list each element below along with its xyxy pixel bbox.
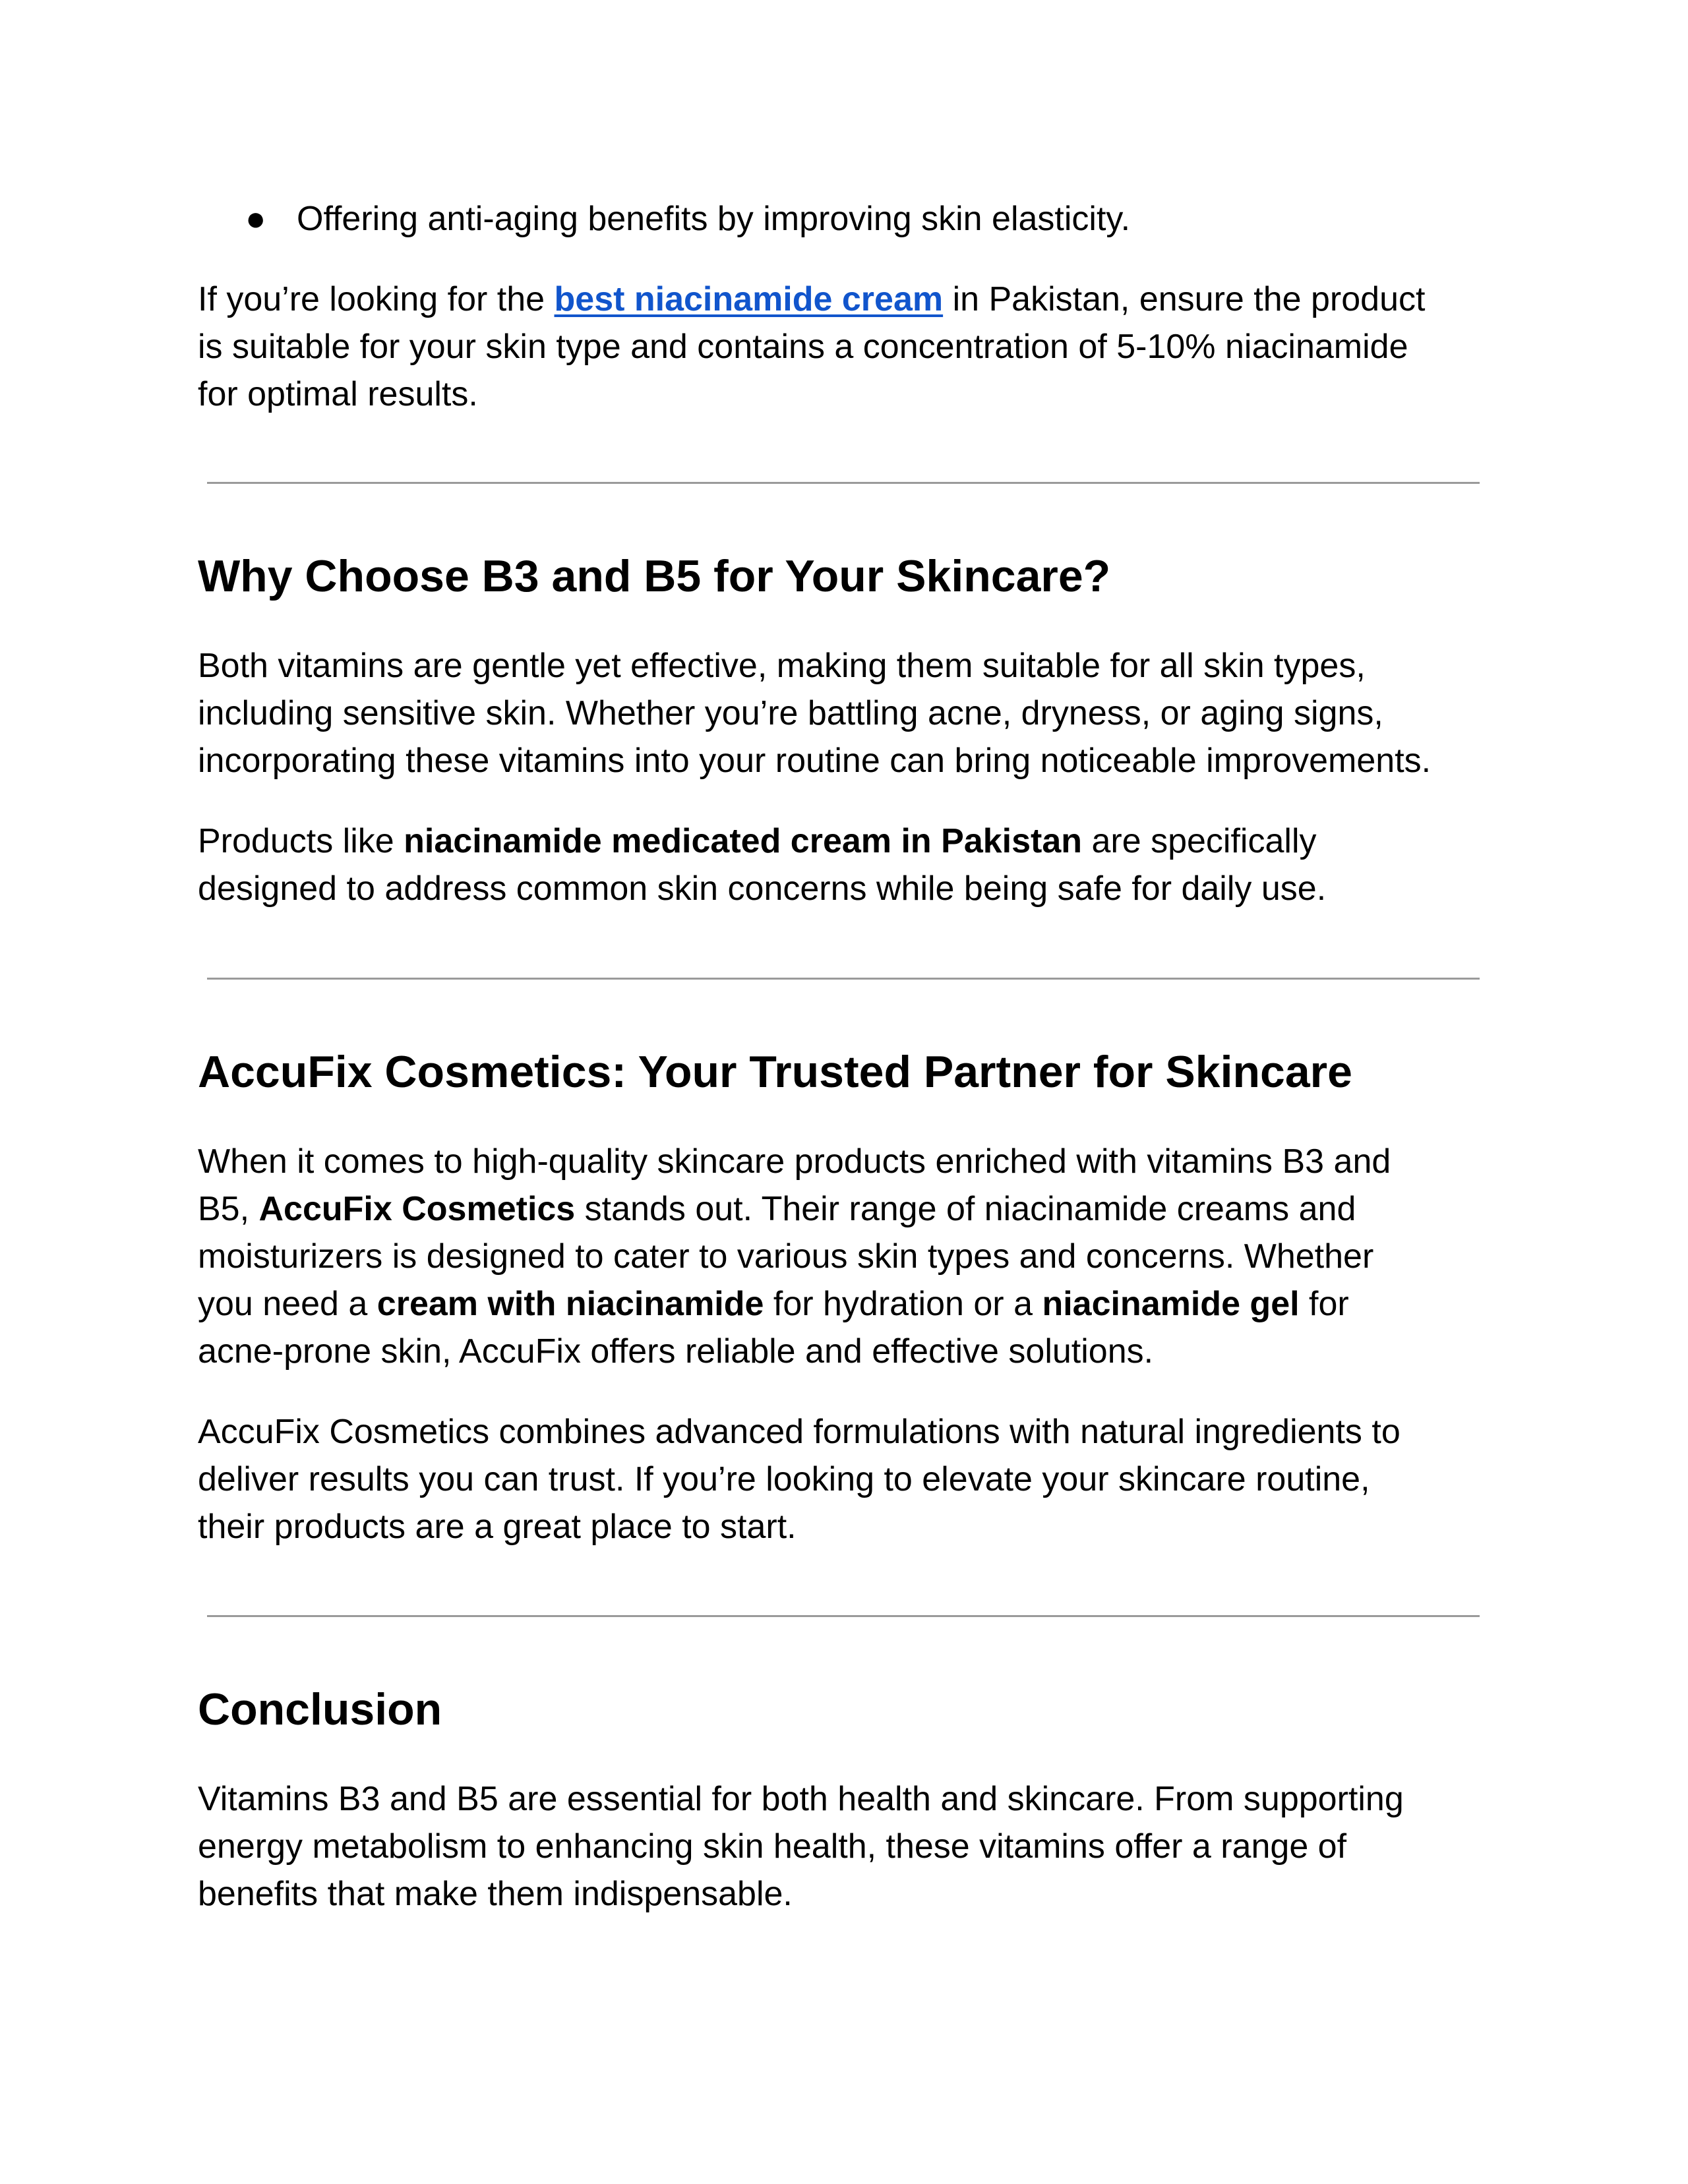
conclusion-line-3: benefits that make them indispensable. bbox=[198, 1875, 793, 1913]
heading-why-choose: Why Choose B3 and B5 for Your Skincare? bbox=[198, 551, 1111, 601]
conclusion-line-1: Vitamins B3 and B5 are essential for both health and skincare. From supporting bbox=[198, 1780, 1404, 1818]
intro-line-1-pre: If you’re looking for the bbox=[198, 280, 555, 318]
horizontal-rule-3 bbox=[207, 1615, 1480, 1617]
accufix-p1-line-2-post: stands out. Their range of niacinamide creams and bbox=[575, 1190, 1356, 1228]
accufix-p1-line-4-pre: you need a bbox=[198, 1285, 377, 1323]
accufix-p2-line-1: AccuFix Cosmetics combines advanced formulations with natural ingredients to bbox=[198, 1413, 1401, 1451]
why-p2-line-1 bbox=[198, 817, 1326, 865]
heading-conclusion: Conclusion bbox=[198, 1684, 442, 1734]
horizontal-rule-2 bbox=[207, 978, 1480, 980]
bullet-item bbox=[245, 195, 1130, 243]
intro-paragraph bbox=[198, 276, 1425, 418]
intro-line-3: for optimal results. bbox=[198, 375, 478, 413]
cream-with-niacinamide-bold: cream with niacinamide bbox=[377, 1285, 764, 1323]
accufix-p1-line-4-mid: for hydration or a bbox=[764, 1285, 1042, 1323]
accufix-p1-line-4-post: for bbox=[1299, 1285, 1349, 1323]
why-p1-line-3: incorporating these vitamins into your routine can bring noticeable improvements. bbox=[198, 742, 1432, 780]
why-p2-line-1-post: are specifically bbox=[1082, 822, 1317, 860]
why-p2-line-1-pre: Products like bbox=[198, 822, 404, 860]
why-p2-line-2: designed to address common skin concerns while being safe for daily use. bbox=[198, 870, 1327, 908]
accufix-p2-line-3: their products are a great place to start. bbox=[198, 1508, 797, 1546]
why-p2-bold-phrase: niacinamide medicated cream in Pakistan bbox=[404, 822, 1083, 860]
accufix-p2-line-2: deliver results you can trust. If you’re looking to elevate your skincare routine, bbox=[198, 1460, 1370, 1498]
accufix-p1-line-5: acne-prone skin, AccuFix offers reliable and effective solutions. bbox=[198, 1332, 1154, 1371]
horizontal-rule-1 bbox=[207, 482, 1480, 484]
why-paragraph-1 bbox=[198, 642, 1431, 784]
intro-line-2: is suitable for your skin type and contains a concentration of 5-10% niacinamide bbox=[198, 328, 1408, 366]
intro-line-1 bbox=[198, 276, 1425, 323]
bullet-marker: ● bbox=[245, 200, 266, 238]
accufix-p1-line-4 bbox=[198, 1280, 1391, 1328]
accufix-p1-line-3: moisturizers is designed to cater to various skin types and concerns. Whether bbox=[198, 1237, 1374, 1276]
why-p1-line-1: Both vitamins are gentle yet effective, making them suitable for all skin types, bbox=[198, 647, 1366, 685]
heading-accufix: AccuFix Cosmetics: Your Trusted Partner for Skincare bbox=[198, 1047, 1352, 1097]
why-paragraph-2 bbox=[198, 817, 1326, 912]
best-niacinamide-cream-link[interactable]: best niacinamide cream bbox=[554, 280, 944, 318]
accufix-p1-line-1: When it comes to high-quality skincare products enriched with vitamins B3 and bbox=[198, 1142, 1391, 1181]
accufix-brand-bold: AccuFix Cosmetics bbox=[258, 1190, 576, 1228]
accufix-paragraph-2 bbox=[198, 1408, 1401, 1550]
intro-line-1-post: in Pakistan, ensure the product bbox=[943, 280, 1426, 318]
accufix-p1-line-2-pre: B5, bbox=[198, 1190, 259, 1228]
conclusion-paragraph bbox=[198, 1775, 1404, 1918]
accufix-p1-line-2 bbox=[198, 1185, 1391, 1233]
accufix-paragraph-1 bbox=[198, 1138, 1391, 1375]
bullet-text: Offering anti-aging benefits by improving skin elasticity. bbox=[297, 200, 1131, 238]
niacinamide-gel-bold: niacinamide gel bbox=[1042, 1285, 1300, 1323]
why-p1-line-2: including sensitive skin. Whether you’re battling acne, dryness, or aging signs, bbox=[198, 694, 1383, 732]
conclusion-line-2: energy metabolism to enhancing skin health, these vitamins offer a range of bbox=[198, 1827, 1347, 1866]
